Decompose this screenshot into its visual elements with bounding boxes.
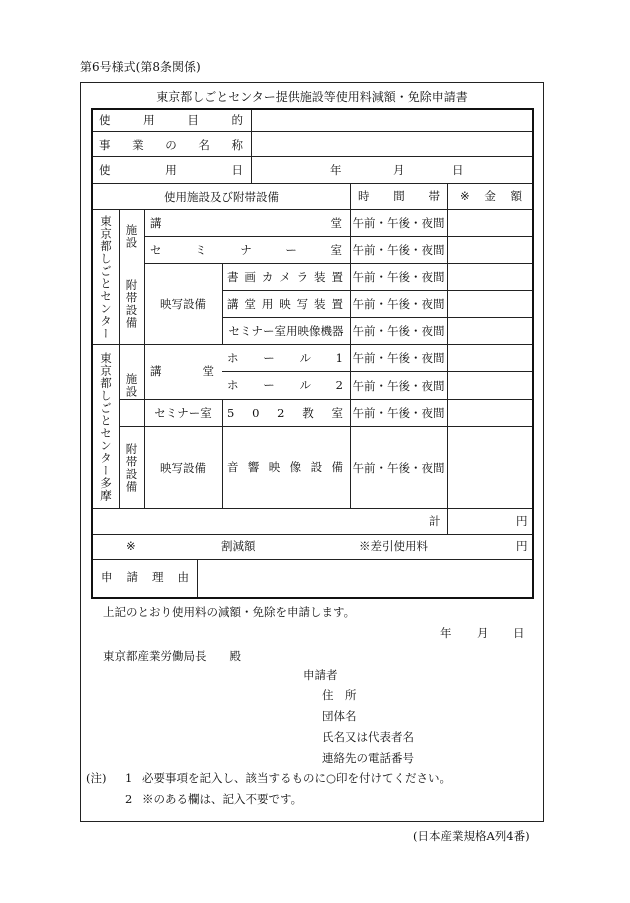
center1-facility-label: 施設 [124, 224, 139, 249]
h-line [93, 156, 532, 157]
h-line [93, 209, 532, 210]
purpose-label: 使 用 目 的 [99, 113, 243, 128]
center1-lecture-hall: 講 堂 [150, 216, 342, 231]
h-line [93, 131, 532, 132]
total-yen: 円 [516, 514, 528, 528]
time-option: 午前・午後・夜間 [352, 378, 445, 393]
addressee: 東京都産業労働局長 殿 [103, 649, 241, 663]
sign-month: 月 [477, 626, 489, 640]
sign-day: 日 [513, 626, 525, 640]
discount-label: 割減額 [221, 539, 256, 553]
time-option: 午前・午後・夜間 [352, 297, 445, 311]
center2-projection-equipment: 映写設備 [160, 460, 206, 475]
time-option: 午前・午後・夜間 [352, 460, 445, 475]
net-fee-yen: 円 [516, 539, 528, 553]
note-1-number: 1 [125, 771, 133, 785]
hall-2: ホ ー ル 2 [227, 378, 343, 393]
time-option: 午前・午後・夜間 [352, 351, 445, 365]
date-year: 年 [330, 163, 342, 177]
h-line [93, 559, 532, 560]
notes-label: (注) [86, 771, 107, 785]
h-line [144, 236, 532, 237]
paper-size-note: (日本産業規格A列4番) [413, 829, 530, 843]
statement: 上記のとおり使用料の減額・免除を申請します。 [103, 605, 356, 619]
center1-seminar-room: セ ミ ナ ー 室 [150, 243, 342, 258]
net-fee-label: ※差引使用料 [359, 539, 428, 553]
center2-equipment-label: 附帯設備 [124, 442, 139, 493]
applicant-address: 住 所 [322, 688, 357, 702]
total-label: 計 [429, 514, 441, 528]
center1-projection-equipment: 映写設備 [160, 297, 206, 311]
application-table [91, 108, 534, 599]
hall-1: ホ ー ル 1 [227, 351, 343, 366]
applicant-organization: 団体名 [322, 709, 357, 723]
discount-mark: ※ [126, 539, 136, 553]
hall-projector: 講 堂 用 映 写 装 置 [227, 297, 343, 312]
h-line [93, 534, 532, 535]
room-502: 5 0 2 教 室 [227, 406, 343, 421]
facility-header: 使用施設及び附帯設備 [164, 189, 279, 204]
av-equipment: 音 響 映 像 設 備 [227, 460, 343, 475]
v-line [447, 183, 448, 534]
v-line [251, 110, 252, 183]
form-number: 第6号様式(第8条関係) [80, 60, 201, 74]
applicant-phone: 連絡先の電話番号 [322, 751, 414, 765]
note-2-text: ※のある欄は、記入不要です。 [142, 792, 303, 806]
doc-camera: 書 画 カ メ ラ 装 置 [227, 270, 343, 285]
center2-seminar-room: セミナー室 [154, 406, 212, 420]
time-option: 午前・午後・夜間 [352, 270, 445, 284]
center1-name: 東京都しごとセンター [99, 214, 113, 340]
amount-header: ※ 金 額 [460, 189, 522, 204]
reason-label: 申 請 理 由 [101, 570, 189, 585]
seminar-video: セミナー室用映像機器 [228, 324, 344, 338]
time-option: 午前・午後・夜間 [352, 406, 445, 420]
center2-lecture-hall: 講 堂 [150, 364, 214, 379]
h-line [93, 344, 532, 345]
time-option: 午前・午後・夜間 [352, 216, 445, 230]
business-name-label: 事 業 の 名 称 [99, 138, 243, 153]
date-day: 日 [452, 163, 464, 177]
v-line [197, 559, 198, 597]
note-1-text: 必要事項を記入し、該当するものに○印を付けてください。 [142, 771, 452, 785]
center1-equipment-label: 附帯設備 [124, 279, 139, 329]
time-option: 午前・午後・夜間 [352, 243, 445, 257]
form-title: 東京都しごとセンター提供施設等使用料減額・免除申請書 [156, 90, 468, 104]
time-option: 午前・午後・夜間 [352, 324, 445, 338]
date-month: 月 [393, 163, 405, 177]
center2-facility-label: 施設 [124, 373, 139, 398]
applicant-name: 氏名又は代表者名 [322, 730, 414, 744]
v-line [222, 399, 223, 508]
use-date-label: 使 用 日 [99, 163, 243, 178]
sign-year: 年 [440, 626, 452, 640]
applicant-heading: 申請者 [303, 668, 338, 682]
h-line [93, 508, 532, 509]
center2-name: 東京都しごとセンター多摩 [99, 351, 113, 502]
time-slot-header: 時 間 帯 [358, 189, 440, 204]
note-2-number: 2 [125, 792, 133, 806]
